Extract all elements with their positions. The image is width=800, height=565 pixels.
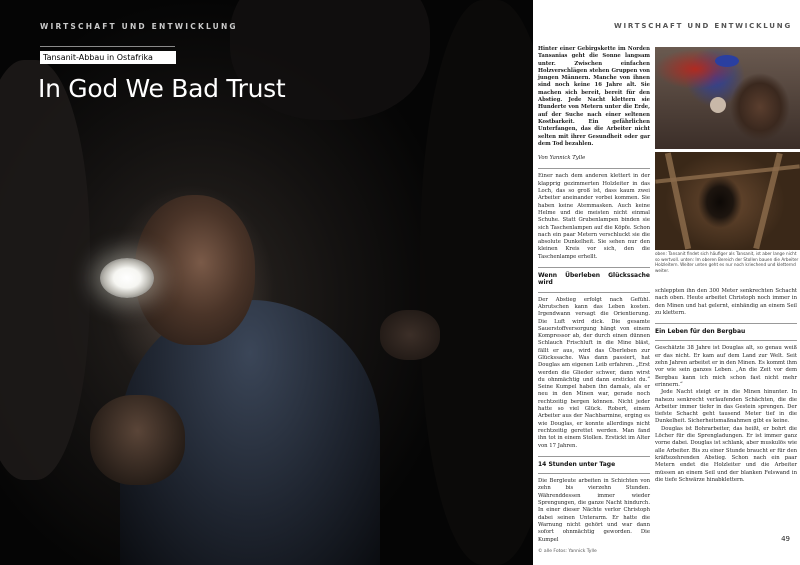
rock-wall-right: [420, 0, 533, 565]
blue-cap-image: [715, 55, 739, 67]
article-lede: Hinter einer Gebirgskette im Norden Tansanias geht die Sonne langsam unter. Zwischen einfachen Holzverschlägen stehen Gruppen von jungen Männern. Manche von ihnen sind noch keine 16 Jahre alt. Sie machen sich bereit, bereit für den Abstieg. Jede Nacht klettern sie Hunderte von Metern unter die Erde, auf der Suche nach einer seltenen Kostbarkeit. Ein gefährlichen Unterfangen, das die Arbeiter nicht selten mit ihrer Gesundheit oder gar dem Tod bezahlen.: [538, 46, 650, 147]
paragraph-douglas-alter: Geschätzte 38 Jahre ist Douglas alt, so genau weiß er das nicht. Er kam auf dem Land zur Welt. Seit zehn Jahren arbeitet er in den Minen. Es kommt ihm vor wie sein ganzes Leben. „An die Zeit vor dem Bergbau kann ich mich schon fast nicht mehr erinnern.“: [655, 345, 797, 388]
photo-miner-holding-gem: [655, 47, 800, 149]
paragraph-bohrarbeiter: Douglas ist Bohrarbeiter, das heißt, er bohrt die Löcher für die Sprengladungen. Er ist immer ganz vorne dabei. Douglas ist schlank, aber muskulös wie alle Arbeiter. Bis zu einer Stunde braucht er für den kräftezehrenden Abstieg. Schon nach ein paar Metern endet die Holzleiter und die Arbeiter müssen an einem Seil und der blanken Felswand in die tiefe Schwärze hinabklettern.: [655, 425, 797, 483]
article-headline: In God We Bad Trust: [38, 74, 286, 103]
photo-mine-shaft: [655, 152, 800, 250]
intro-paragraph: Einer nach dem anderen klettert in der klapprig gezimmerten Holzleiter in das Loch, das so groß ist, dass kaum zwei Arbeiter aneinander vorbei kommen. Sie haben keine Atemmasken. Auch keine Helme und die meisten nicht einmal Schuhe. Statt Grubenlampen binden sie sich Taschenlampen auf die Köpfe. Schon nach ein paar Metern verschluckt sie die absolute Dunkelheit. Sie sehen nur den kleinen Kreis vor sich, den die Taschenlampe erhellt.: [538, 173, 650, 260]
kicker-label: Tansanit-Abbau in Ostafrika: [40, 51, 176, 64]
subhead-rule: [655, 340, 797, 341]
header-rule: [40, 46, 175, 47]
subhead-14-stunden: 14 Stunden unter Tage: [538, 460, 616, 468]
section-header-right: WIRTSCHAFT UND ENTWICKLUNG: [613, 22, 792, 30]
timber-beam: [655, 164, 800, 183]
paragraph-christoph: schleppten ihn den 300 Meter senkrechten Schacht nach oben. Heute arbeitet Christoph noch immer in den Minen und hat gelernt, einhändig an einem Seil zu klettern.: [655, 288, 797, 316]
section-rule: [538, 456, 650, 457]
paragraph-schaechte: Jede Nacht steigt er in die Minen hinunter. In nahezu senkrecht verlaufenden Schächten, die die Arbeiter immer tiefer in das Gestein sprengen. Der tiefste Schacht geht tausend Meter tief in die Dunkelheit. Sicherheitsmaßnahmen gibt es keine.: [655, 389, 797, 425]
miner-face-image: [135, 195, 255, 345]
subhead-rule: [538, 292, 650, 293]
page-number: 49: [781, 535, 790, 543]
subhead-rule: [538, 473, 650, 474]
gemstone-image: [710, 97, 726, 113]
section-rule: [655, 323, 797, 324]
paragraph-schichten: Die Bergleute arbeiten in Schichten von zehn bis vierzehn Stunden. Währenddessen immer wieder Sprengungen, die ganze Nacht hindurch. In einer dieser Nächte verlor Christoph dabei seinen Unterarm. Er hatte die Warnung nicht gehört und war dann sofort ohnmächtig geworden. Die Kumpel: [538, 478, 650, 543]
rock-wall-left: [0, 60, 90, 480]
right-page-text: [533, 0, 800, 565]
byline-rule: [538, 168, 650, 169]
headlamp-light: [100, 258, 154, 298]
section-rule: [538, 267, 650, 268]
miner-hand-left-image: [90, 395, 185, 485]
subhead-leben-bergbau: Ein Leben für den Bergbau: [655, 328, 746, 336]
byline: Von Yannick Tylle: [538, 155, 586, 162]
timber-beam: [665, 152, 691, 249]
section-header: WIRTSCHAFT UND ENTWICKLUNG: [40, 22, 238, 31]
paragraph-abstieg: Der Abstieg erfolgt nach Gefühl. Abrutschen kann das Leben kosten. Irgendwann versagt die Orientierung. Die Luft wird dick. Die gesamte Sauerstoffversorgung hängt von einem Kompressor ab, der durch einen dünnen Schlauch Frischluft in die Mine bläst, fällt er aus, wird das Überleben zur Glückssache. Was dann passiert, hat Douglas am eigenen Leib erfahren. „Erst werden die Glieder schwer, dann wirst du ohnmächtig und dann erstickst du.“ Seine Kumpel haben ihn damals, als er neu in den Minen war, gerade noch rechtzeitig bergen können. Nicht jeder hatte so viel Glück. Robert, einem Arbeiter aus der Nachbarmine, erging es wie Douglas, er konnte allerdings nicht rechtzeitig gerettet werden. Man fand ihn tot in einem Stollen. Erstickt im Alter von 17 Jahren.: [538, 296, 650, 449]
subhead-glueckssache: Wenn Überleben Glückssache wird: [538, 272, 650, 287]
miner-hand-right-image: [380, 310, 440, 360]
text-column-2: [655, 288, 797, 484]
text-column-1: [538, 46, 650, 544]
photo-caption: oben: Tansanit findet sich häufiger als Tansanit, ist aber lange nicht so wertvoll. unten: Im oberen Bereich der Stollen bauen die Arbeiter Holzleitern. Weiter unten geht es nur noch kriechend und kletternd weiter.: [655, 251, 799, 273]
photo-credit: © alle Fotos: Yannick Tylle: [538, 549, 597, 554]
